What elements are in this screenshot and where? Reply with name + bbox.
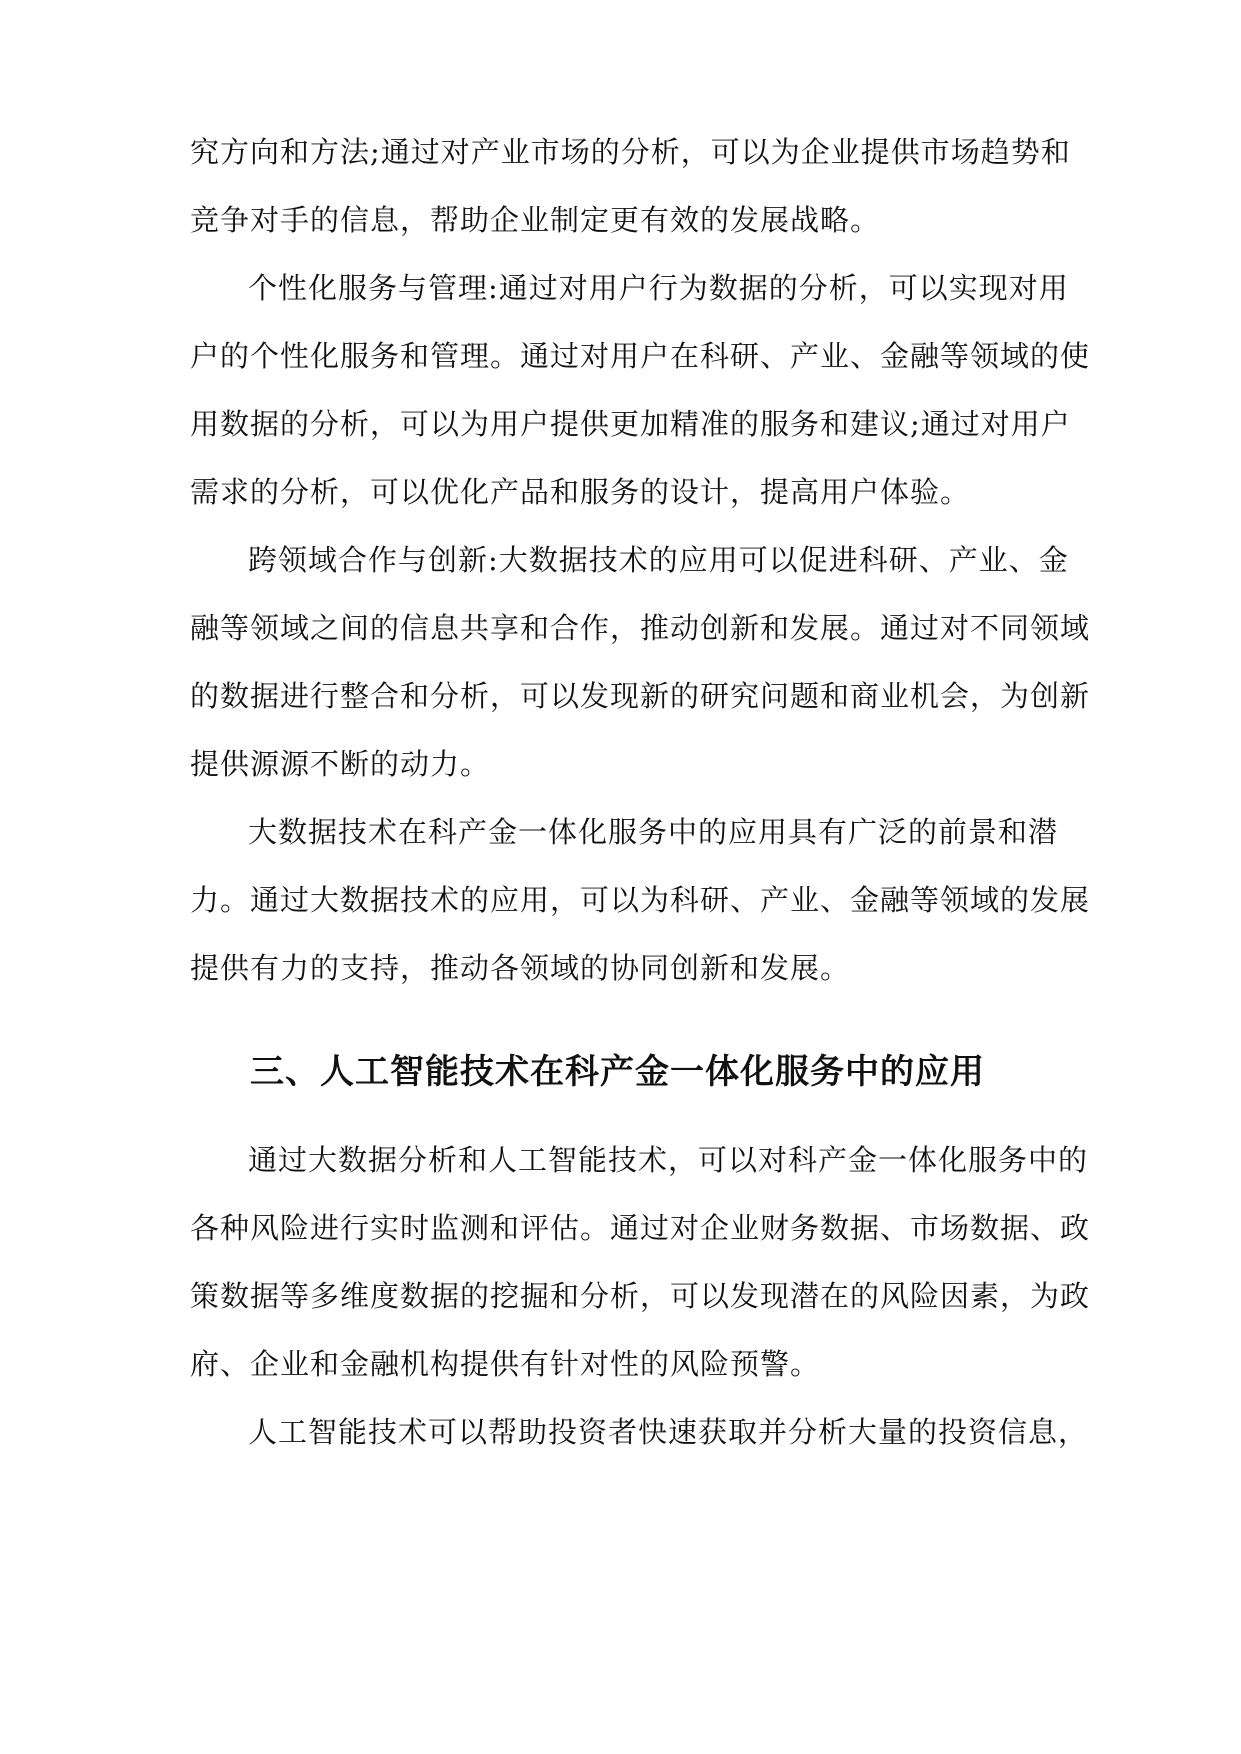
text-line: 竞争对手的信息，帮助企业制定更有效的发展战略。	[190, 203, 881, 237]
paragraph-first-line: 人工智能技术可以帮助投资者快速获取并分析大量的投资信息，	[248, 1415, 1089, 1449]
text-line: 融等领域之间的信息共享和合作，推动创新和发展。通过对不同领域	[190, 611, 1091, 645]
text-line: 的数据进行整合和分析，可以发现新的研究问题和商业机会，为创新	[190, 679, 1091, 713]
text-line: 力。通过大数据技术的应用，可以为科研、产业、金融等领域的发展	[190, 883, 1091, 917]
paragraph-first-line: 大数据技术在科产金一体化服务中的应用具有广泛的前景和潜	[248, 815, 1059, 849]
section-heading: 三、人工智能技术在科产金一体化服务中的应用	[250, 1052, 985, 1092]
text-line: 用数据的分析，可以为用户提供更加精准的服务和建议;通过对用户	[190, 407, 1071, 441]
paragraph-first-line: 个性化服务与管理:通过对用户行为数据的分析，可以实现对用	[248, 271, 1069, 305]
text-line: 需求的分析，可以优化产品和服务的设计，提高用户体验。	[190, 475, 971, 509]
text-line: 府、企业和金融机构提供有针对性的风险预警。	[190, 1347, 821, 1381]
paragraph-first-line: 跨领域合作与创新:大数据技术的应用可以促进科研、产业、金	[248, 543, 1069, 577]
text-line: 提供源源不断的动力。	[190, 747, 491, 781]
text-line: 究方向和方法;通过对产业市场的分析，可以为企业提供市场趋势和	[190, 135, 1071, 169]
text-line: 策数据等多维度数据的挖掘和分析，可以发现潜在的风险因素，为政	[190, 1279, 1091, 1313]
text-line: 户的个性化服务和管理。通过对用户在科研、产业、金融等领域的使	[190, 339, 1091, 373]
text-line: 各种风险进行实时监测和评估。通过对企业财务数据、市场数据、政	[190, 1211, 1091, 1245]
text-line: 提供有力的支持，推动各领域的协同创新和发展。	[190, 951, 851, 985]
paragraph-first-line: 通过大数据分析和人工智能技术，可以对科产金一体化服务中的	[248, 1143, 1089, 1177]
